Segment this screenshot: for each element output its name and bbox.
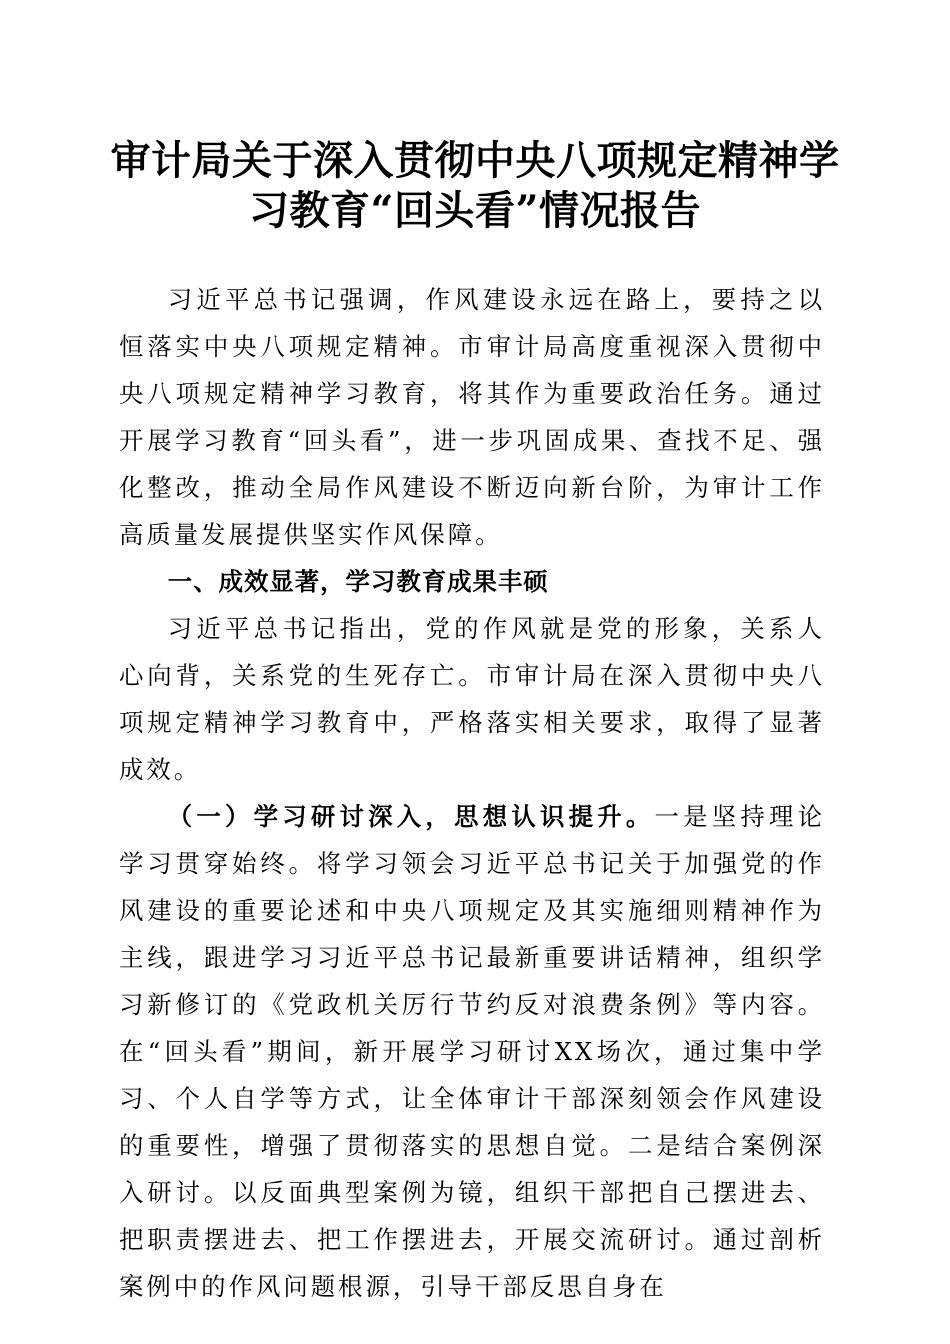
- document-body: [119, 276, 825, 1310]
- intro-paragraph: 习近平总书记强调，作风建设永远在路上，要持之以恒落实中央八项规定精神。市审计局高度重视深入贯彻中央八项规定精神学习教育，将其作为重要政治任务。通过开展学习教育“回头看”，进一步巩固成果、查找不足、强化整改，推动全局作风建设不断迈向新台阶，为审计工作高质量发展提供坚实作风保障。: [119, 285, 825, 549]
- section-heading-1: 一、成效显著，学习教育成果丰硕: [167, 567, 549, 596]
- document-title: 审计局关于深入贯彻中央八项规定精神学习教育“回头看”情况报告: [110, 137, 840, 234]
- subsection-1-lead: （一）学习研讨深入，思想认识提升。: [167, 802, 655, 831]
- subsection-1-paragraph: [119, 793, 825, 1310]
- section-1-paragraph: 习近平总书记指出，党的作风就是党的形象，关系人心向背，关系党的生死存亡。市审计局在深入贯彻中央八项规定精神学习教育中，严格落实相关要求，取得了显著成效。: [119, 614, 825, 784]
- subsection-1-text: 一是坚持理论学习贯穿始终。将学习领会习近平总书记关于加强党的作风建设的重要论述和中央八项规定及其实施细则精神作为主线，跟进学习习近平总书记最新重要讲话精神，组织学习新修订的《党政机关厉行节约反对浪费条例》等内容。在“回头看”期间，新开展学习研讨XX场次，通过集中学习、个人自学等方式，让全体审计干部深刻领会作风建设的重要性，增强了贯彻落实的思想自觉。二是结合案例深入研讨。以反面典型案例为镜，组织干部把自己摆进去、把职责摆进去、把工作摆进去，开展交流研讨。通过剖析案例中的作风问题根源，引导干部反思自身在: [119, 802, 825, 1301]
